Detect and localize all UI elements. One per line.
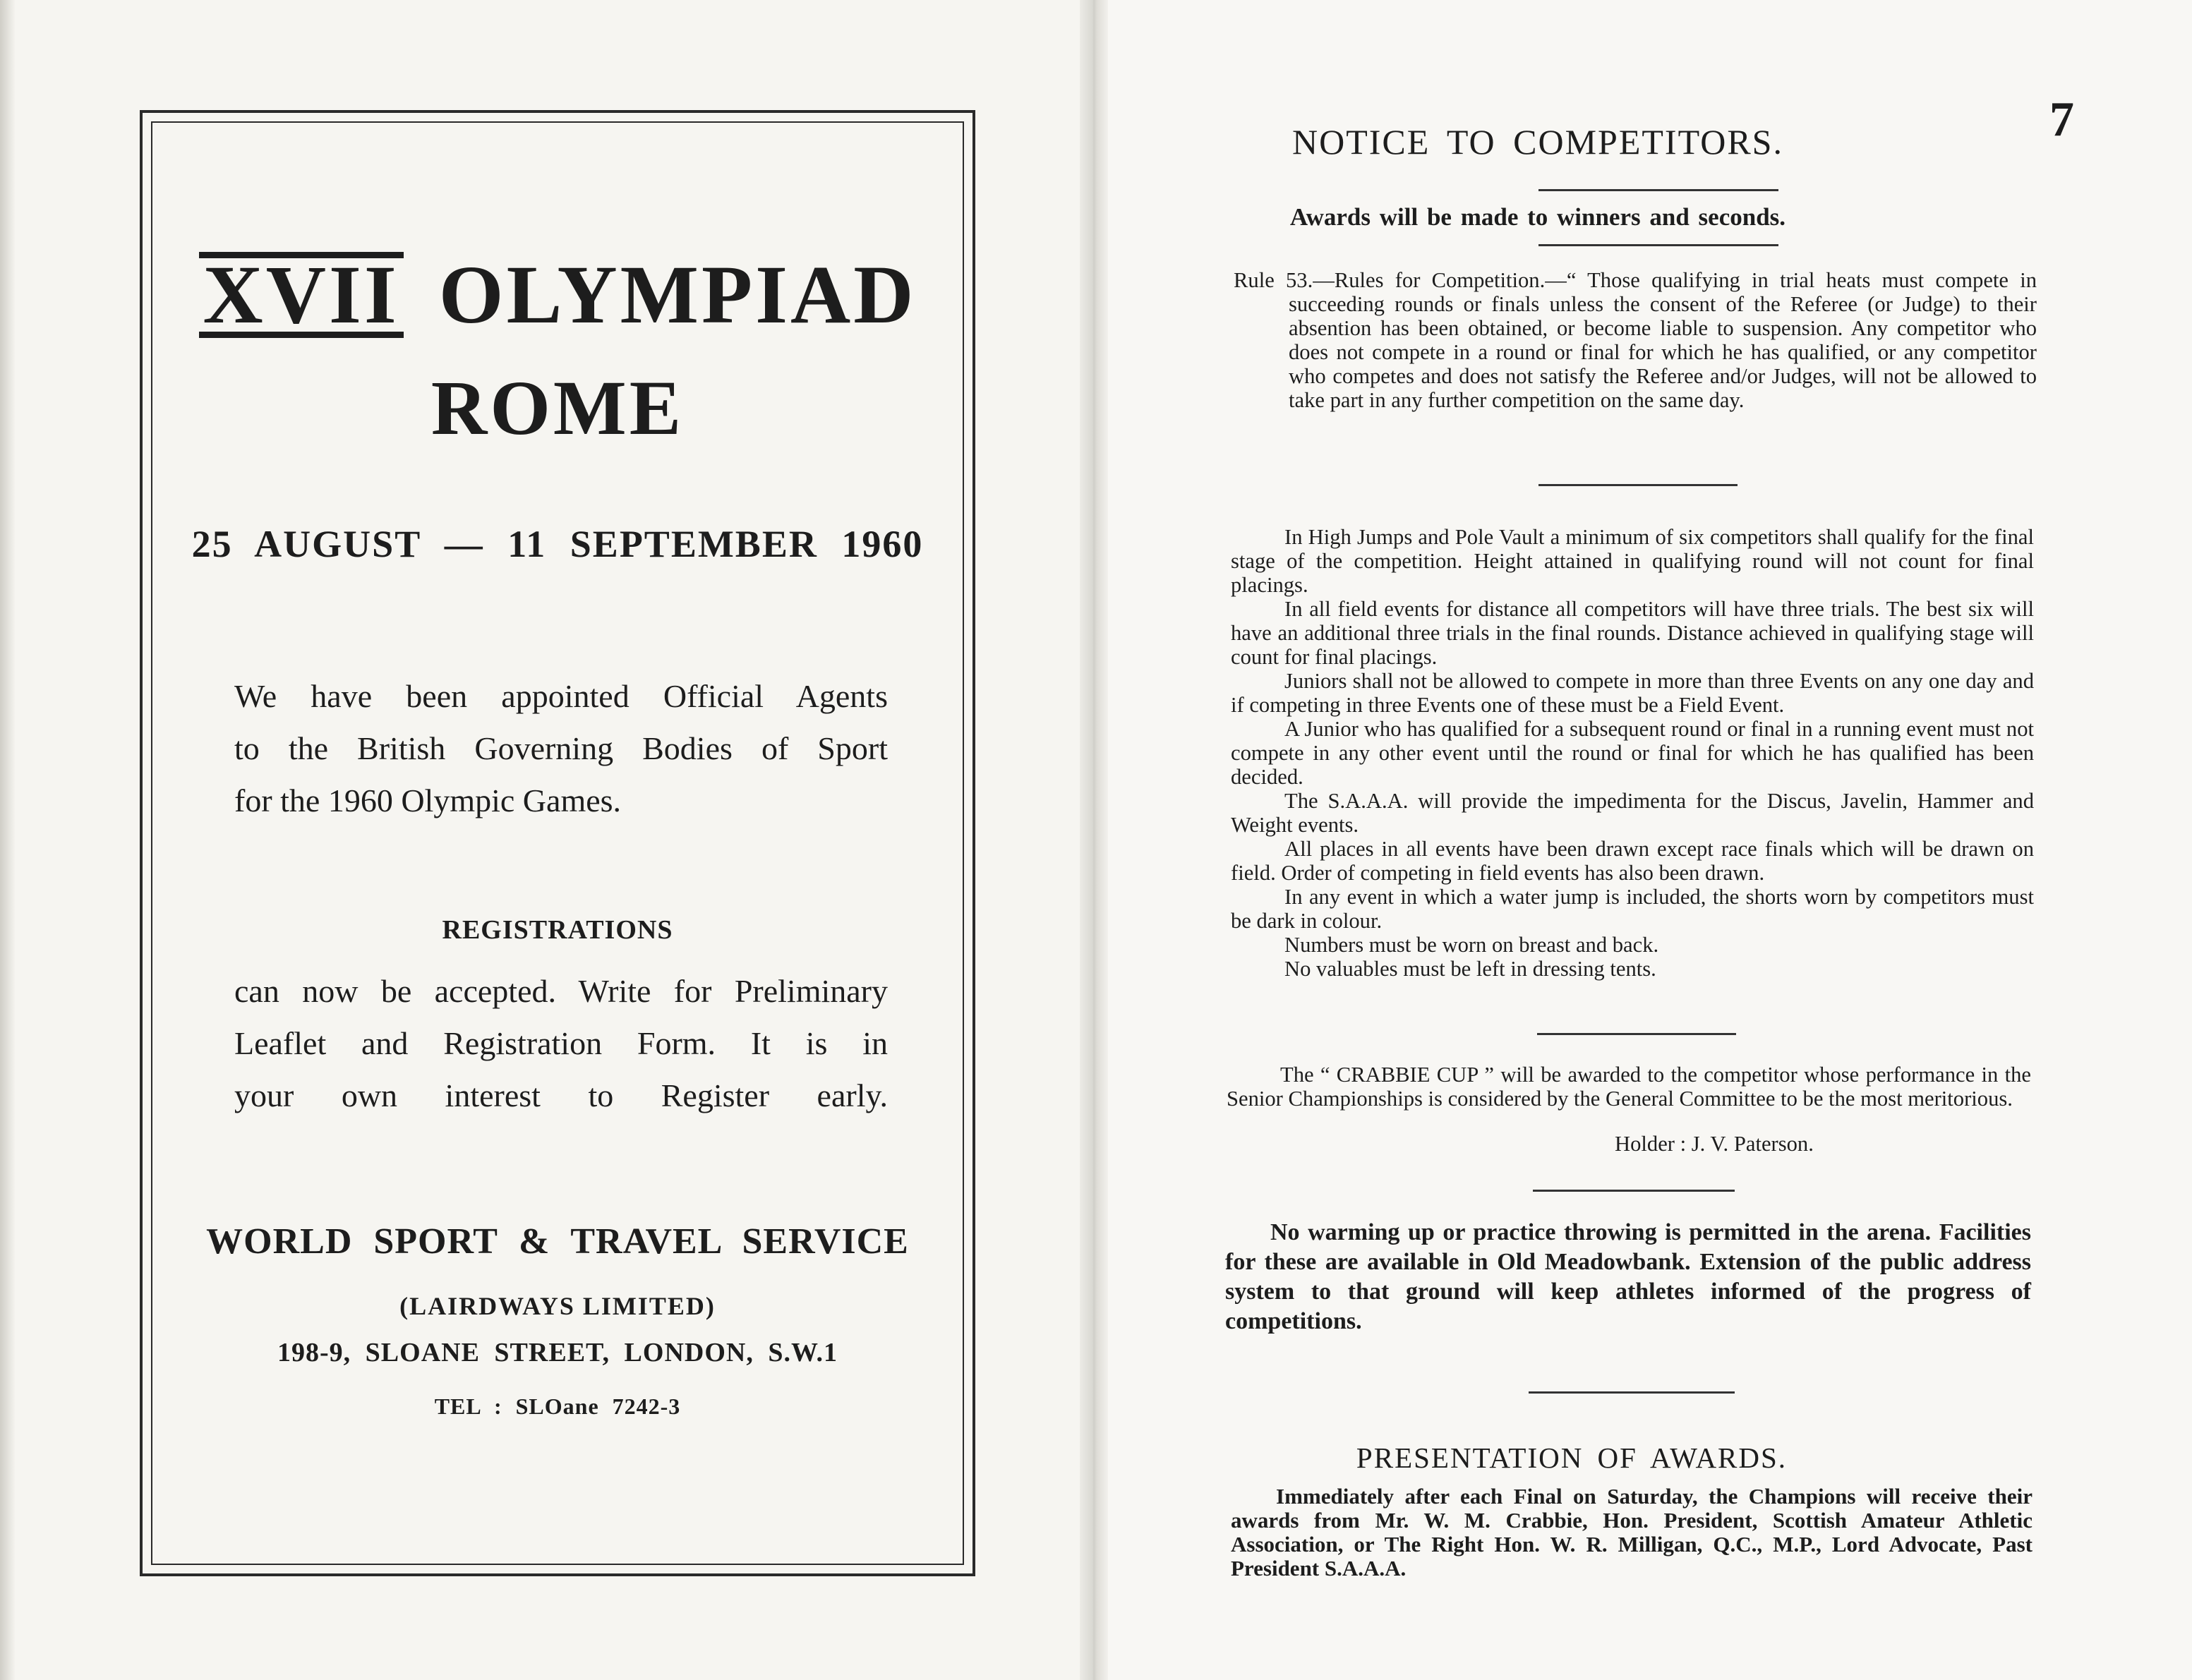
company-address: 198-9, SLOANE STREET, LONDON, S.W.1 [277,1338,838,1367]
olympiad-word: OLYMPIAD [438,248,917,341]
page-edge-shadow [0,0,16,1680]
warming-up-text: No warming up or practice throwing is permitted in the arena. Facilities for these are available in Old Meadowbank. Extension of the public address system to that ground will keep athletes informed of the progress of competitions. [1225,1219,2031,1334]
registrations-line: your own interest to Register early. [234,1077,888,1113]
crabbie-cup-text: The “ CRABBIE CUP ” will be awarded to the competitor whose performance in the Senior Championships is considered by the General Committee to be the most meritorious. [1227,1063,2031,1111]
divider [1537,1033,1736,1035]
competition-rules [1231,525,2034,981]
divider [1533,1190,1735,1192]
company-telephone: TEL : SLOane 7242-3 [434,1394,681,1419]
presentation-paragraph [1231,1485,2033,1581]
cup-holder: Holder : J. V. Paterson. [1615,1132,1814,1156]
registrations-line: can now be accepted. Write for Preliminary [234,973,888,1009]
rule-paragraph: In any event in which a water jump is included, the shorts worn by competitors must be dark in colour. [1231,885,2034,933]
divider [1538,484,1738,486]
rule-paragraph: Numbers must be worn on breast and back. [1284,933,1659,957]
advert-frame [140,110,975,1576]
rule-paragraph: Juniors shall not be allowed to compete in more than three Events on any one day and if competing in three Events one of these must be a Field Event. [1231,669,2034,717]
olympiad-numeral: XVII [199,252,404,338]
registrations-line: Leaflet and Registration Form. It is in [234,1025,888,1061]
company-name: WORLD SPORT & TRAVEL SERVICE [206,1221,909,1262]
book-gutter [1080,0,1108,1680]
crabbie-cup-paragraph [1227,1063,2031,1111]
agents-paragraph [234,670,888,827]
registrations-heading: REGISTRATIONS [442,915,673,945]
olympiad-dates: 25 AUGUST — 11 SEPTEMBER 1960 [191,523,924,565]
warming-up-paragraph [1225,1218,2031,1336]
rule-paragraph: In all field events for distance all competitors will have three trials. The best six will have an additional three trials in the final rounds. Distance achieved in qualifying stage will count for final placings. [1231,597,2034,669]
presentation-text: Immediately after each Final on Saturday, the Champions will receive their awards from Mr. W. M. Crabbie, Hon. President, Scottish Amateur Athletic Association, or The Right Hon. W. R. Milligan, Q.C., M.P., Lord Advocate, Past President S.A.A.A. [1231,1484,2033,1581]
right-page [1092,0,2192,1680]
agents-line: for the 1960 Olympic Games. [234,782,622,818]
rule-paragraph: In High Jumps and Pole Vault a minimum of six competitors shall qualify for the final stage of the competition. Height attained in qualifying round will not count for final placings. [1231,525,2034,597]
agents-line: to the British Governing Bodies of Sport [234,730,888,766]
rule-paragraph: The S.A.A.A. will provide the impedimenta for the Discus, Javelin, Hammer and Weight events. [1231,789,2034,837]
rule-53-text: Rule 53.—Rules for Competition.—“ Those qualifying in trial heats must compete in succeeding rounds or finals unless the consent of the Referee (or Judge) to their absention has been obtained, or become liable to suspension. Any competitor who does not compete in a round or final for which he has qualified, or any competitor who competes and does not satisfy the Referee and/or Judges, will not be allowed to take part in any further competition on the same day. [1234,268,2037,412]
divider [1538,189,1778,191]
notice-title: NOTICE TO COMPETITORS. [1291,122,1783,162]
registrations-paragraph [234,965,888,1122]
olympiad-city: ROME [430,365,685,451]
rule-paragraph: A Junior who has qualified for a subsequent round or final in a running event must not compete in any other event until the round or final for which he has qualified has been decided. [1231,717,2034,789]
olympiad-title [143,247,972,343]
divider [1529,1391,1735,1394]
presentation-title: PRESENTATION OF AWARDS. [1356,1442,1788,1474]
rule-53-paragraph [1234,268,2037,412]
rule-paragraph: No valuables must be left in dressing tents. [1284,957,1656,981]
left-page [0,0,1092,1680]
rule-paragraph: All places in all events have been drawn except race finals which will be drawn on field. Order of competing in field events has also been drawn. [1231,837,2034,885]
awards-line: Awards will be made to winners and seconds. [1289,203,1786,231]
divider [1538,244,1778,246]
company-subtitle: (LAIRDWAYS LIMITED) [399,1292,716,1320]
agents-line: We have been appointed Official Agents [234,678,888,714]
page-number: 7 [2049,92,2074,147]
